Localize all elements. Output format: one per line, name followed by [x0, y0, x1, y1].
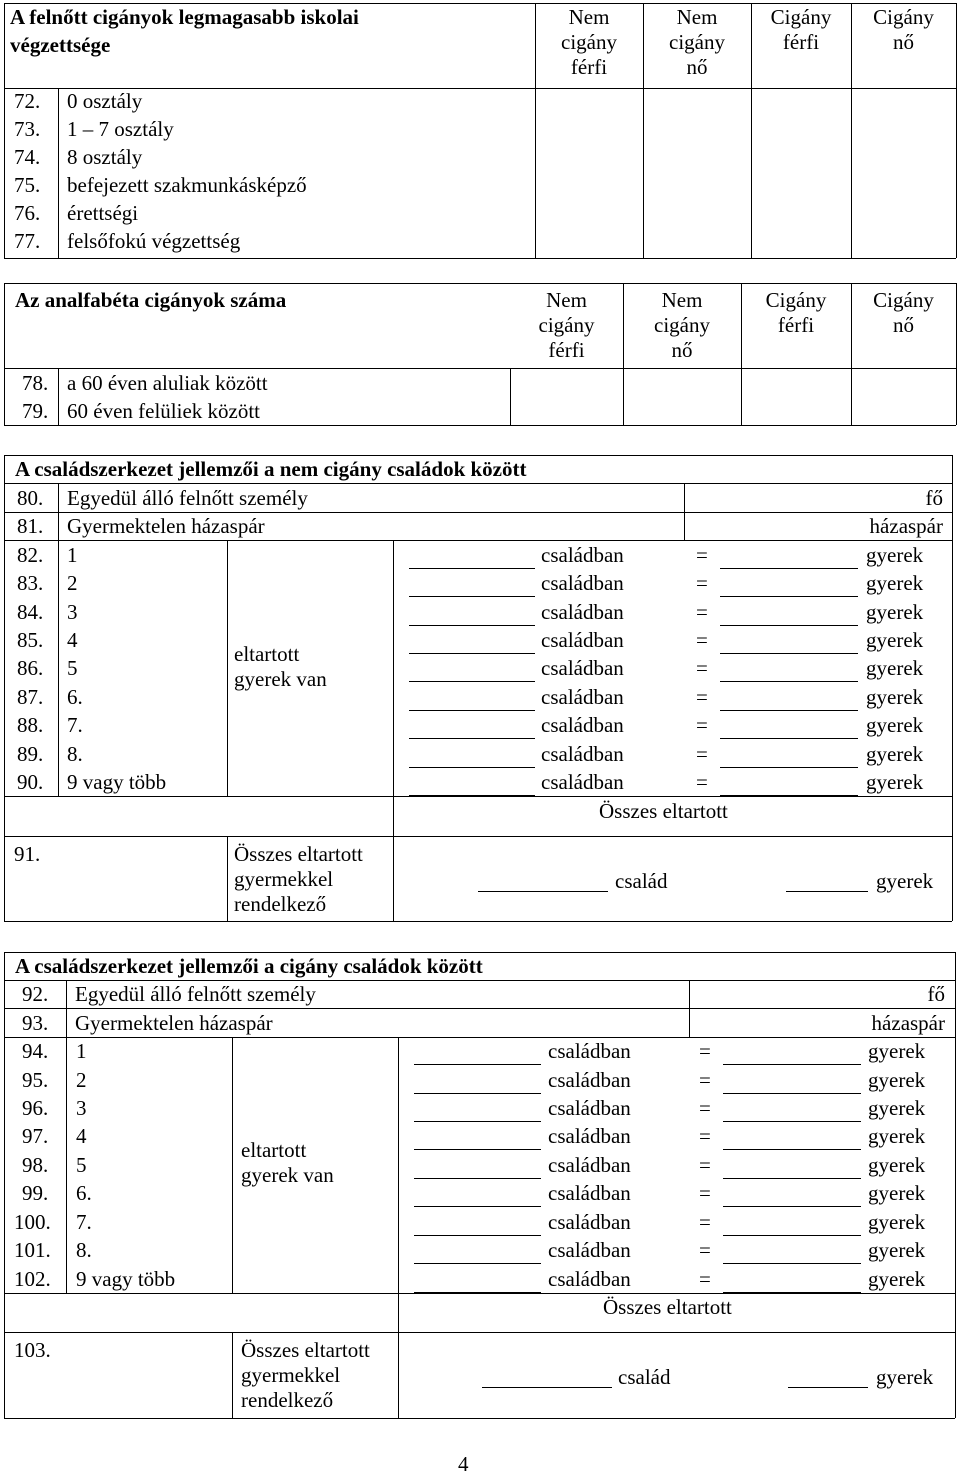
row-number: 74.	[14, 145, 41, 169]
unit-label: házaspár	[869, 514, 943, 538]
row-number: 72.	[14, 89, 41, 113]
table-title: A családszerkezet jellemzői a nem cigány családok között	[15, 457, 527, 481]
child-count-blank[interactable]	[723, 1093, 861, 1094]
row-number: 80.	[17, 486, 44, 510]
page-number: 4	[458, 1452, 469, 1476]
family-count-blank[interactable]	[414, 1149, 541, 1150]
header-non-roma-female: Nem cigány nő	[654, 288, 710, 363]
row-number: 94.	[22, 1039, 49, 1063]
equals-sign: =	[699, 1210, 711, 1234]
equals-sign: =	[696, 600, 708, 624]
family-label: család	[615, 869, 668, 893]
equals-sign: =	[699, 1124, 711, 1148]
child-count-blank[interactable]	[720, 596, 858, 597]
row-label: 6.	[76, 1181, 92, 1205]
child-count-blank[interactable]	[723, 1206, 861, 1207]
family-count-blank[interactable]	[414, 1292, 541, 1293]
child-word: gyerek	[868, 1210, 926, 1234]
row-number: 93.	[22, 1011, 49, 1035]
row-label: Egyedül álló felnőtt személy	[75, 982, 316, 1006]
total-family-blank[interactable]	[478, 891, 608, 892]
group-label: eltartott gyerek van	[234, 642, 327, 692]
unit-label: fő	[925, 486, 943, 510]
row-number: 79.	[22, 399, 49, 423]
row-label: 2	[67, 571, 78, 595]
row-label: 1	[76, 1039, 87, 1063]
row-label: 0 osztály	[67, 89, 143, 113]
row-label: 1	[67, 543, 78, 567]
child-word: gyerek	[866, 713, 924, 737]
child-count-blank[interactable]	[720, 738, 858, 739]
family-word: családban	[548, 1210, 631, 1234]
row-number: 96.	[22, 1096, 49, 1120]
header-roma-female: Cigány nő	[873, 5, 934, 55]
child-word: gyerek	[866, 628, 924, 652]
row-label: Gyermektelen házaspár	[75, 1011, 273, 1035]
group-label: eltartott gyerek van	[241, 1138, 334, 1188]
equals-sign: =	[696, 543, 708, 567]
header-roma-male: Cigány férfi	[765, 288, 827, 338]
row-label: Egyedül álló felnőtt személy	[67, 486, 308, 510]
child-word: gyerek	[866, 770, 924, 794]
row-label: 3	[76, 1096, 87, 1120]
table-title-line-2: végzettsége	[10, 33, 111, 57]
family-count-blank[interactable]	[409, 653, 535, 654]
family-count-blank[interactable]	[414, 1235, 541, 1236]
row-label: 1 – 7 osztály	[67, 117, 174, 141]
family-count-blank[interactable]	[409, 568, 535, 569]
child-count-blank[interactable]	[723, 1064, 861, 1065]
row-label: 7.	[67, 713, 83, 737]
row-label: 8.	[76, 1238, 92, 1262]
row-number: 99.	[22, 1181, 49, 1205]
row-number: 84.	[17, 600, 44, 624]
row-label: 4	[67, 628, 78, 652]
row-number: 87.	[17, 685, 44, 709]
row-label: 5	[76, 1153, 87, 1177]
row-label: 6.	[67, 685, 83, 709]
equals-sign: =	[696, 628, 708, 652]
child-count-blank[interactable]	[720, 625, 858, 626]
equals-sign: =	[696, 685, 708, 709]
unit-label: házaspár	[871, 1011, 945, 1035]
equals-sign: =	[699, 1068, 711, 1092]
equals-sign: =	[696, 770, 708, 794]
family-word: családban	[548, 1039, 631, 1063]
total-child-blank[interactable]	[788, 1387, 868, 1388]
row-number: 76.	[14, 201, 41, 225]
row-number: 86.	[17, 656, 44, 680]
total-child-blank[interactable]	[786, 891, 868, 892]
family-count-blank[interactable]	[414, 1178, 541, 1179]
family-word: családban	[548, 1267, 631, 1291]
equals-sign: =	[696, 571, 708, 595]
family-count-blank[interactable]	[409, 596, 535, 597]
child-word: gyerek	[868, 1153, 926, 1177]
table-title: A családszerkezet jellemzői a cigány családok között	[15, 954, 483, 978]
family-word: családban	[541, 713, 624, 737]
child-word: gyerek	[866, 543, 924, 567]
total-dependents-label: Összes eltartott	[603, 1295, 732, 1319]
family-word: családban	[541, 656, 624, 680]
child-label: gyerek	[876, 869, 934, 893]
row-label: 9 vagy több	[76, 1267, 176, 1291]
family-word: családban	[548, 1238, 631, 1262]
child-word: gyerek	[868, 1124, 926, 1148]
row-number: 75.	[14, 173, 41, 197]
header-non-roma-female: Nem cigány nő	[669, 5, 725, 80]
row-number: 97.	[22, 1124, 49, 1148]
row-label: felsőfokú végzettség	[67, 229, 241, 253]
family-word: családban	[541, 685, 624, 709]
row-number: 91.	[14, 842, 41, 866]
row-label: 9 vagy több	[67, 770, 167, 794]
equals-sign: =	[699, 1238, 711, 1262]
equals-sign: =	[699, 1153, 711, 1177]
family-word: családban	[541, 600, 624, 624]
family-word: családban	[541, 543, 624, 567]
family-word: családban	[548, 1096, 631, 1120]
child-word: gyerek	[868, 1238, 926, 1262]
child-count-blank[interactable]	[720, 767, 858, 768]
family-word: családban	[541, 770, 624, 794]
row-number: 100.	[14, 1210, 51, 1234]
family-word: családban	[541, 628, 624, 652]
row-number: 73.	[14, 117, 41, 141]
family-count-blank[interactable]	[409, 681, 535, 682]
row-number: 103.	[14, 1338, 51, 1362]
row-label: befejezett szakmunkásképző	[67, 173, 307, 197]
family-count-blank[interactable]	[414, 1206, 541, 1207]
equals-sign: =	[696, 656, 708, 680]
row-label: 3	[67, 600, 78, 624]
row-number: 83.	[17, 571, 44, 595]
child-count-blank[interactable]	[720, 653, 858, 654]
total-family-blank[interactable]	[482, 1387, 612, 1388]
family-word: családban	[548, 1153, 631, 1177]
row-label: Gyermektelen házaspár	[67, 514, 265, 538]
equals-sign: =	[699, 1096, 711, 1120]
family-count-blank[interactable]	[414, 1121, 541, 1122]
row-label: 5	[67, 656, 78, 680]
header-roma-male: Cigány férfi	[770, 5, 832, 55]
family-count-blank[interactable]	[409, 795, 535, 796]
child-count-blank[interactable]	[720, 568, 858, 569]
row-number: 101.	[14, 1238, 51, 1262]
child-word: gyerek	[866, 656, 924, 680]
row-label: 8.	[67, 742, 83, 766]
child-count-blank[interactable]	[723, 1178, 861, 1179]
row-number: 90.	[17, 770, 44, 794]
row-number: 85.	[17, 628, 44, 652]
family-count-blank[interactable]	[414, 1064, 541, 1065]
row-number: 88.	[17, 713, 44, 737]
total-label: Összes eltartott gyermekkel rendelkező	[241, 1338, 370, 1413]
row-number: 98.	[22, 1153, 49, 1177]
family-count-blank[interactable]	[409, 710, 535, 711]
equals-sign: =	[699, 1039, 711, 1063]
child-word: gyerek	[868, 1039, 926, 1063]
header-non-roma-male: Nem cigány férfi	[561, 5, 617, 80]
child-label: gyerek	[876, 1365, 934, 1389]
table-title-line-1: A felnőtt cigányok legmagasabb iskolai	[10, 5, 359, 29]
child-count-blank[interactable]	[723, 1292, 861, 1293]
child-word: gyerek	[866, 600, 924, 624]
child-word: gyerek	[868, 1181, 926, 1205]
child-word: gyerek	[868, 1267, 926, 1291]
equals-sign: =	[699, 1181, 711, 1205]
child-word: gyerek	[868, 1068, 926, 1092]
row-label: a 60 éven aluliak között	[67, 371, 268, 395]
family-count-blank[interactable]	[409, 738, 535, 739]
row-number: 95.	[22, 1068, 49, 1092]
family-word: családban	[548, 1181, 631, 1205]
row-number: 81.	[17, 514, 44, 538]
row-number: 89.	[17, 742, 44, 766]
total-dependents-label: Összes eltartott	[599, 799, 728, 823]
child-count-blank[interactable]	[723, 1149, 861, 1150]
child-word: gyerek	[868, 1096, 926, 1120]
child-count-blank[interactable]	[720, 681, 858, 682]
equals-sign: =	[696, 742, 708, 766]
family-word: családban	[548, 1124, 631, 1148]
child-count-blank[interactable]	[720, 710, 858, 711]
child-count-blank[interactable]	[723, 1235, 861, 1236]
family-count-blank[interactable]	[409, 767, 535, 768]
table-title: Az analfabéta cigányok száma	[15, 288, 287, 312]
row-number: 82.	[17, 543, 44, 567]
row-label: 8 osztály	[67, 145, 143, 169]
equals-sign: =	[696, 713, 708, 737]
total-label: Összes eltartott gyermekkel rendelkező	[234, 842, 363, 917]
row-label: 7.	[76, 1210, 92, 1234]
family-count-blank[interactable]	[414, 1093, 541, 1094]
family-word: családban	[541, 571, 624, 595]
equals-sign: =	[699, 1267, 711, 1291]
child-word: gyerek	[866, 571, 924, 595]
row-label: 2	[76, 1068, 87, 1092]
child-count-blank[interactable]	[723, 1121, 861, 1122]
header-non-roma-male: Nem cigány férfi	[538, 288, 595, 363]
row-label: 4	[76, 1124, 87, 1148]
child-count-blank[interactable]	[723, 1263, 861, 1264]
child-word: gyerek	[866, 742, 924, 766]
row-number: 78.	[22, 371, 49, 395]
row-label: 60 éven felüliek között	[67, 399, 261, 423]
row-number: 92.	[22, 982, 49, 1006]
unit-label: fő	[927, 982, 945, 1006]
family-word: családban	[548, 1068, 631, 1092]
row-number: 77.	[14, 229, 41, 253]
family-word: családban	[541, 742, 624, 766]
family-label: család	[618, 1365, 671, 1389]
child-word: gyerek	[866, 685, 924, 709]
row-label: érettségi	[67, 201, 139, 225]
family-count-blank[interactable]	[414, 1263, 541, 1264]
header-roma-female: Cigány nő	[873, 288, 934, 338]
child-count-blank[interactable]	[720, 795, 858, 796]
family-count-blank[interactable]	[409, 625, 535, 626]
row-number: 102.	[14, 1267, 51, 1291]
